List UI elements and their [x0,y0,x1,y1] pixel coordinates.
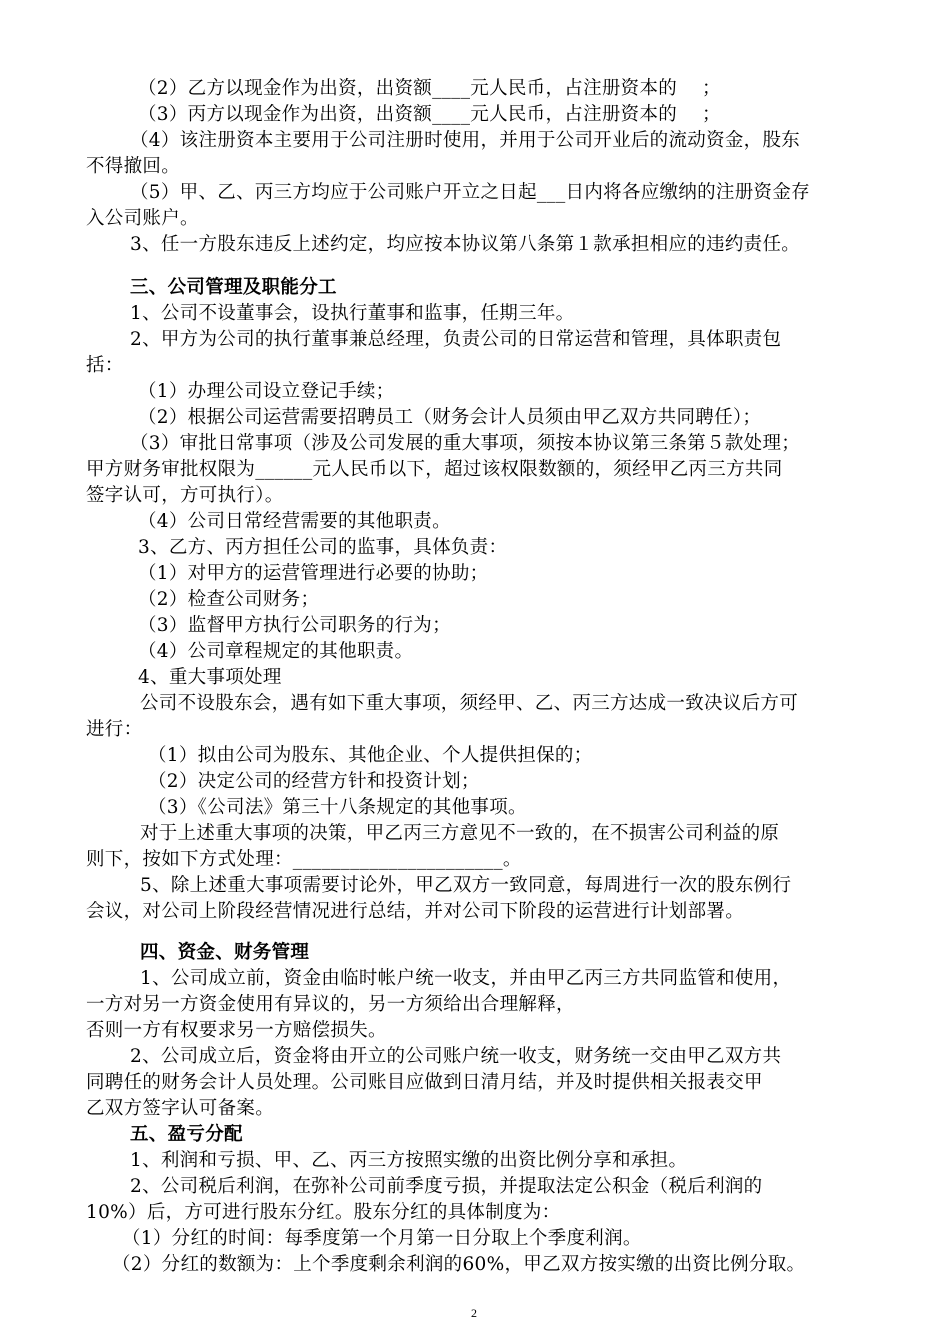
text-line: 否则一方有权要求另一方赔偿损失。 [86,1020,387,1041]
text-line: 2、甲方为公司的执行董事兼总经理，负责公司的日常运营和管理，具体职责包 [130,329,782,350]
text-line: （2）决定公司的经营方针和投资计划； [148,771,480,792]
text-line: 乙双方签字认可备案。 [86,1098,275,1119]
section-heading: 五、盈亏分配 [130,1124,243,1145]
text-line: 10%）后，方可进行股东分红。股东分红的具体制度为： [86,1202,561,1223]
text-line: （2）乙方以现金作为出资，出资额____元人民币，占注册资本的 ； [138,78,721,99]
text-line: 进行： [86,719,143,740]
text-line: 1、利润和亏损、甲、乙、丙三方按照实缴的出资比例分享和承担。 [130,1150,688,1171]
text-line: 4、重大事项处理 [138,667,282,688]
text-line: 1、公司成立前，资金由临时帐户统一收支，并由甲乙丙三方共同监管和使用， [140,968,792,989]
text-line: 3、任一方股东违反上述约定，均应按本协议第八条第１款承担相应的违约责任。 [130,234,801,255]
text-line: （1）对甲方的运营管理进行必要的协助； [138,563,489,584]
text-line: 一方对另一方资金使用有异议的，另一方须给出合理解释， [86,994,575,1015]
text-line: 会议，对公司上阶段经营情况进行总结，并对公司下阶段的运营进行计划部署。 [86,901,745,922]
text-line: 甲方财务审批权限为______元人民币以下，超过该权限数额的，须经甲乙丙三方共同 [86,459,783,480]
text-line: 同聘任的财务会计人员处理。公司账目应做到日清月结，并及时提供相关报表交甲 [86,1072,763,1093]
text-line: 2、公司税后利润，在弥补公司前季度亏损，并提取法定公积金（税后利润的 [130,1176,763,1197]
text-line: 入公司账户。 [86,208,199,229]
text-line: 5、除上述重大事项需要讨论外，甲乙双方一致同意，每周进行一次的股东例行 [140,875,792,896]
text-line: （4）公司章程规定的其他职责。 [138,641,414,662]
text-line: （2）检查公司财务； [138,589,320,610]
text-line: （1）拟由公司为股东、其他企业、个人提供担保的； [148,745,593,766]
text-line: 不得撤回。 [86,156,181,177]
text-line: （4）公司日常经营需要的其他职责。 [138,511,451,532]
text-line: 括： [86,355,124,376]
section-heading: 四、资金、财务管理 [140,942,310,963]
text-line: （2）分红的数额为：上个季度剩余利润的60%，甲乙双方按实缴的出资比例分取。 [112,1254,806,1275]
text-line: （3）审批日常事项（涉及公司发展的重大事项，须按本协议第三条第５款处理； [130,433,801,454]
section-heading: 三、公司管理及职能分工 [130,277,337,298]
text-line: 签字认可，方可执行）。 [86,485,284,506]
text-line: （2）根据公司运营需要招聘员工（财务会计人员须由甲乙双方共同聘任）； [138,407,762,428]
text-line: 对于上述重大事项的决策，甲乙丙三方意见不一致的，在不损害公司利益的原 [140,823,780,844]
text-line: （1）办理公司设立登记手续； [138,381,395,402]
text-line: （4）该注册资本主要用于公司注册时使用，并用于公司开业后的流动资金，股东 [130,130,801,151]
text-line: （3）丙方以现金作为出资，出资额____元人民币，占注册资本的 ； [138,104,721,125]
text-line: （3）《公司法》第三十八条规定的其他事项。 [148,797,527,818]
text-line: 2、公司成立后，资金将由开立的公司账户统一收支，财务统一交由甲乙双方共 [130,1046,782,1067]
page-number: 2 [471,1306,477,1320]
text-line: 公司不设股东会，遇有如下重大事项，须经甲、乙、丙三方达成一致决议后方可 [140,693,799,714]
text-line: 则下，按如下方式处理：______________________。 [86,849,522,870]
text-line: 3、乙方、丙方担任公司的监事，具体负责： [138,537,508,558]
text-line: （5）甲、乙、丙三方均应于公司账户开立之日起___日内将各应缴纳的注册资金存 [130,182,810,203]
text-line: 1、公司不设董事会，设执行董事和监事，任期三年。 [130,303,575,324]
text-line: （3）监督甲方执行公司职务的行为； [138,615,451,636]
text-line: （1）分红的时间：每季度第一个月第一日分取上个季度利润。 [122,1228,642,1249]
